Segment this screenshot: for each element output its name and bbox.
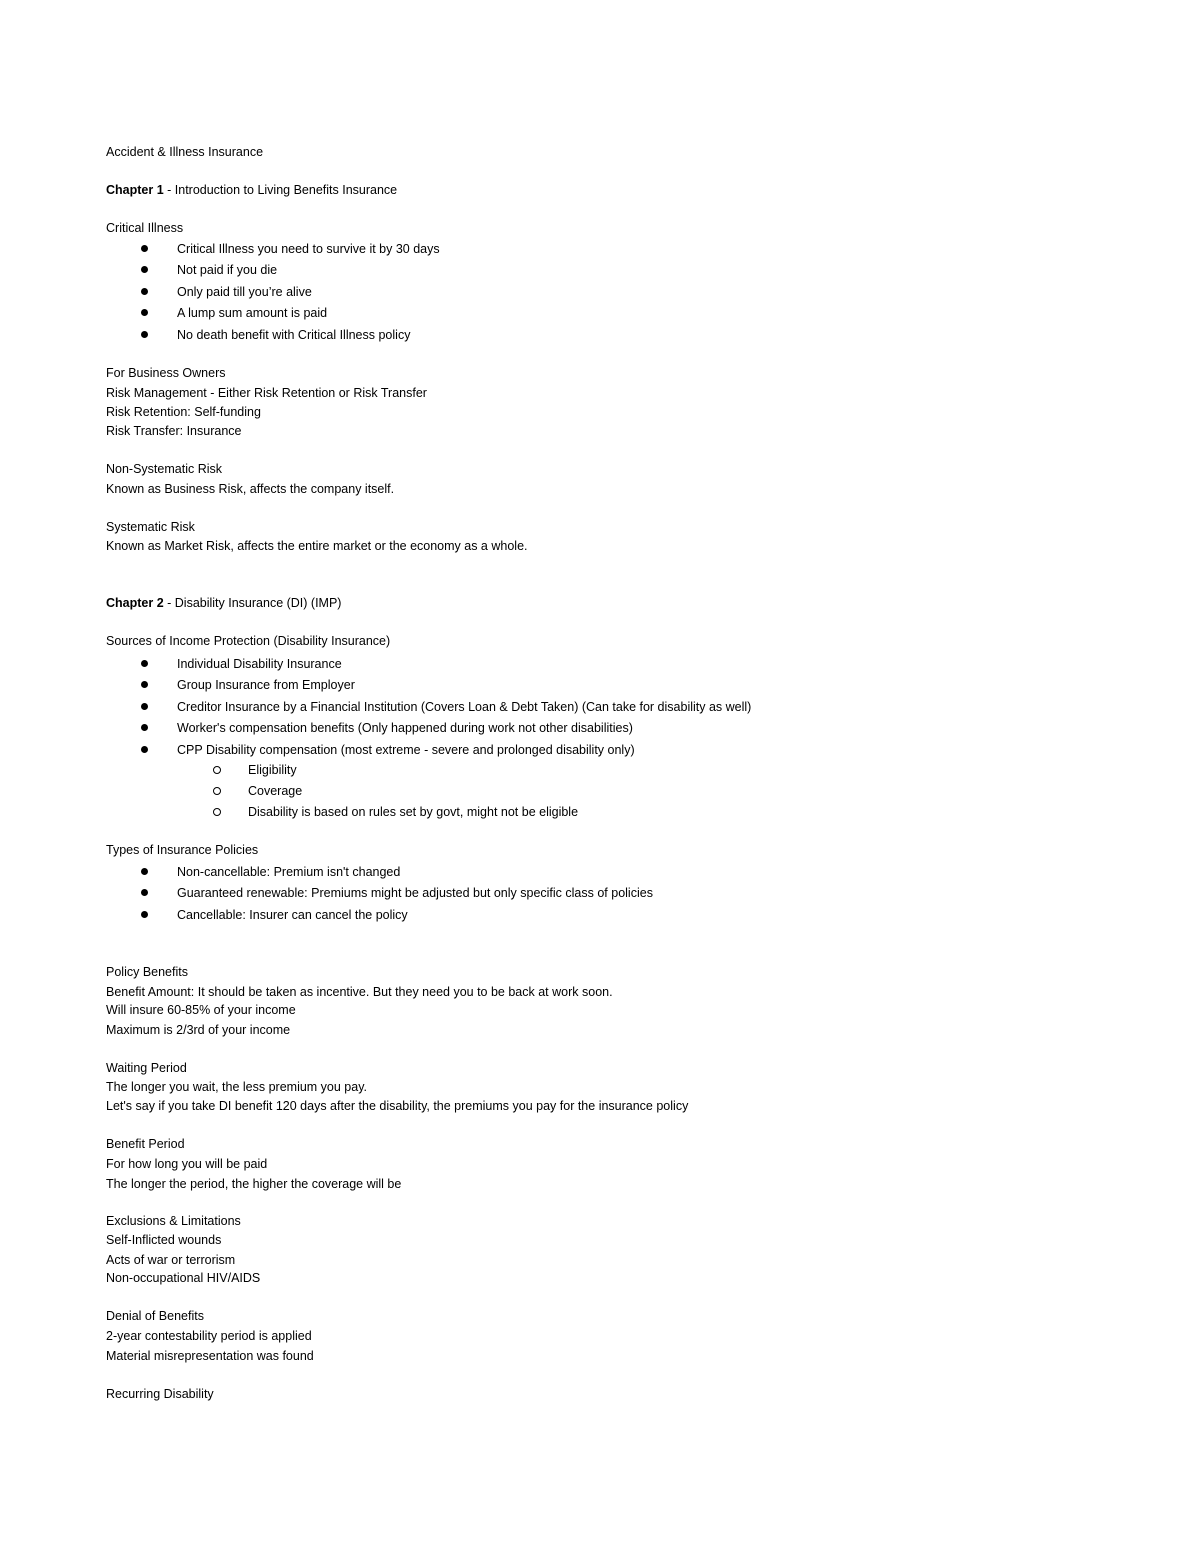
bullet-icon bbox=[141, 245, 148, 252]
text-line: Known as Business Risk, affects the company itself. bbox=[106, 482, 395, 496]
bullet-icon bbox=[141, 724, 148, 731]
hollow-bullet-icon bbox=[213, 787, 221, 795]
critical-illness-heading: Critical Illness bbox=[106, 221, 184, 235]
business-owners-heading: For Business Owners bbox=[106, 366, 226, 380]
list-item: Guaranteed renewable: Premiums might be adjusted but only specific class of policies bbox=[177, 886, 653, 900]
list-item: Group Insurance from Employer bbox=[177, 678, 355, 692]
text-line: Material misrepresentation was found bbox=[106, 1349, 314, 1363]
text-line: Non-occupational HIV/AIDS bbox=[106, 1271, 261, 1285]
denial-heading: Denial of Benefits bbox=[106, 1309, 204, 1323]
policy-benefits-heading: Policy Benefits bbox=[106, 965, 188, 979]
text-line: 2-year contestability period is applied bbox=[106, 1329, 312, 1343]
text-line: Self-Inflicted wounds bbox=[106, 1233, 222, 1247]
chapter-2-title: - Disability Insurance (DI) (IMP) bbox=[163, 596, 342, 610]
chapter-2-heading bbox=[106, 595, 341, 611]
text-line: Risk Transfer: Insurance bbox=[106, 424, 242, 438]
text-line: Benefit Amount: It should be taken as incentive. But they need you to be back at work soon. bbox=[106, 985, 613, 999]
list-item: Worker's compensation benefits (Only happened during work not other disabilities) bbox=[177, 721, 633, 735]
text-line: Maximum is 2/3rd of your income bbox=[106, 1023, 291, 1037]
list-item: CPP Disability compensation (most extreme - severe and prolonged disability only) bbox=[177, 743, 635, 757]
list-item: No death benefit with Critical Illness policy bbox=[177, 328, 411, 342]
chapter-2-label: Chapter 2 bbox=[106, 596, 164, 610]
text-line: For how long you will be paid bbox=[106, 1157, 268, 1171]
non-systematic-risk-heading: Non-Systematic Risk bbox=[106, 462, 222, 476]
benefit-period-heading: Benefit Period bbox=[106, 1137, 185, 1151]
bullet-icon bbox=[141, 703, 148, 710]
systematic-risk-heading: Systematic Risk bbox=[106, 520, 195, 534]
waiting-period-heading: Waiting Period bbox=[106, 1061, 187, 1075]
bullet-icon bbox=[141, 911, 148, 918]
chapter-1-title: - Introduction to Living Benefits Insurance bbox=[163, 183, 398, 197]
list-item: A lump sum amount is paid bbox=[177, 306, 328, 320]
bullet-icon bbox=[141, 266, 148, 273]
hollow-bullet-icon bbox=[213, 808, 221, 816]
income-protection-heading: Sources of Income Protection (Disability Insurance) bbox=[106, 634, 391, 648]
sub-list-item: Eligibility bbox=[248, 763, 297, 777]
text-line: Let's say if you take DI benefit 120 days after the disability, the premiums you pay for the insurance policy bbox=[106, 1099, 689, 1113]
text-line: Risk Retention: Self-funding bbox=[106, 405, 261, 419]
list-item: Cancellable: Insurer can cancel the policy bbox=[177, 908, 408, 922]
chapter-1-label: Chapter 1 bbox=[106, 183, 164, 197]
list-item: Individual Disability Insurance bbox=[177, 657, 342, 671]
bullet-icon bbox=[141, 889, 148, 896]
bullet-icon bbox=[141, 746, 148, 753]
text-line: Known as Market Risk, affects the entire market or the economy as a whole. bbox=[106, 539, 528, 553]
hollow-bullet-icon bbox=[213, 766, 221, 774]
sub-list-item: Coverage bbox=[248, 784, 303, 798]
list-item: Non-cancellable: Premium isn't changed bbox=[177, 865, 401, 879]
document-title: Accident & Illness Insurance bbox=[106, 145, 264, 159]
bullet-icon bbox=[141, 660, 148, 667]
bullet-icon bbox=[141, 309, 148, 316]
recurring-disability-heading: Recurring Disability bbox=[106, 1387, 214, 1401]
bullet-icon bbox=[141, 868, 148, 875]
text-line: Risk Management - Either Risk Retention or Risk Transfer bbox=[106, 386, 427, 400]
policy-types-heading: Types of Insurance Policies bbox=[106, 843, 259, 857]
text-line: The longer you wait, the less premium you pay. bbox=[106, 1080, 368, 1094]
exclusions-heading: Exclusions & Limitations bbox=[106, 1214, 241, 1228]
bullet-icon bbox=[141, 331, 148, 338]
list-item: Critical Illness you need to survive it by 30 days bbox=[177, 242, 440, 256]
list-item: Only paid till you’re alive bbox=[177, 285, 312, 299]
bullet-icon bbox=[141, 681, 148, 688]
text-line: Will insure 60-85% of your income bbox=[106, 1003, 296, 1017]
text-line: Acts of war or terrorism bbox=[106, 1253, 236, 1267]
bullet-icon bbox=[141, 288, 148, 295]
list-item: Not paid if you die bbox=[177, 263, 278, 277]
text-line: The longer the period, the higher the coverage will be bbox=[106, 1177, 402, 1191]
chapter-1-heading bbox=[106, 182, 397, 198]
list-item: Creditor Insurance by a Financial Institution (Covers Loan & Debt Taken) (Can take for disability as well) bbox=[177, 700, 752, 714]
sub-list-item: Disability is based on rules set by govt, might not be eligible bbox=[248, 805, 579, 819]
